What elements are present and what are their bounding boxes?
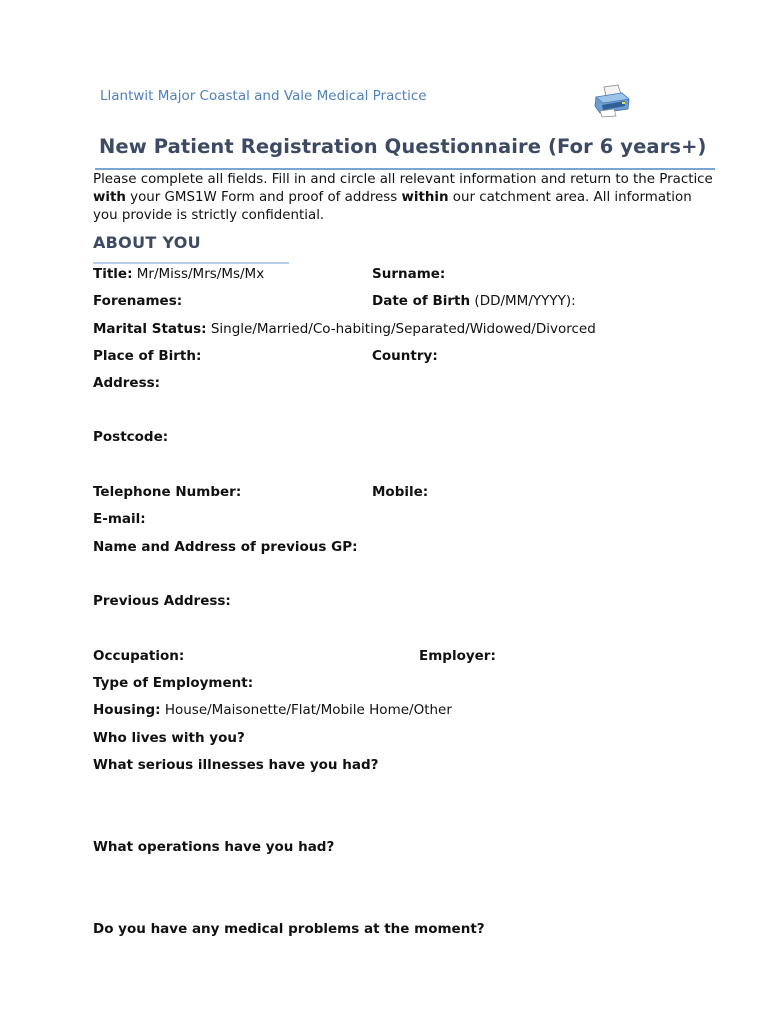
- place-of-birth-field[interactable]: Place of Birth:: [93, 348, 202, 364]
- section-title-about-you: ABOUT YOU: [93, 233, 201, 252]
- title-divider: [95, 168, 715, 170]
- surname-field[interactable]: Surname:: [372, 266, 446, 282]
- postcode-field[interactable]: Postcode:: [93, 429, 169, 445]
- email-field[interactable]: E-mail:: [93, 511, 146, 527]
- forenames-field[interactable]: Forenames:: [93, 293, 183, 309]
- section-divider: [93, 262, 289, 264]
- country-field[interactable]: Country:: [372, 348, 438, 364]
- practice-name: Llantwit Major Coastal and Vale Medical Practice: [100, 88, 427, 104]
- title-field[interactable]: Title: Mr/Miss/Mrs/Ms/Mx: [93, 266, 265, 282]
- operations-field[interactable]: What operations have you had?: [93, 839, 335, 855]
- form-title: New Patient Registration Questionnaire (For 6 years+): [99, 135, 707, 158]
- intro-paragraph: Please complete all fields. Fill in and circle all relevant information and return to the Practice with your GMS1W Form and proof of address within our catchment area. All information you provide is strictly confidential.: [93, 172, 713, 223]
- address-field[interactable]: Address:: [93, 375, 161, 391]
- date-of-birth-field[interactable]: Date of Birth (DD/MM/YYYY):: [372, 293, 576, 309]
- previous-gp-field[interactable]: Name and Address of previous GP:: [93, 539, 358, 555]
- lives-with-field[interactable]: Who lives with you?: [93, 730, 245, 746]
- housing-field[interactable]: Housing: House/Maisonette/Flat/Mobile Home/Other: [93, 702, 452, 718]
- serious-illnesses-field[interactable]: What serious illnesses have you had?: [93, 757, 379, 773]
- occupation-field[interactable]: Occupation:: [93, 648, 185, 664]
- mobile-field[interactable]: Mobile:: [372, 484, 429, 500]
- marital-status-field[interactable]: Marital Status: Single/Married/Co-habiting/Separated/Widowed/Divorced: [93, 321, 596, 337]
- printer-icon[interactable]: [592, 84, 632, 118]
- employer-field[interactable]: Employer:: [419, 648, 496, 664]
- employment-type-field[interactable]: Type of Employment:: [93, 675, 254, 691]
- previous-address-field[interactable]: Previous Address:: [93, 593, 231, 609]
- telephone-field[interactable]: Telephone Number:: [93, 484, 242, 500]
- medical-problems-field[interactable]: Do you have any medical problems at the moment?: [93, 921, 485, 937]
